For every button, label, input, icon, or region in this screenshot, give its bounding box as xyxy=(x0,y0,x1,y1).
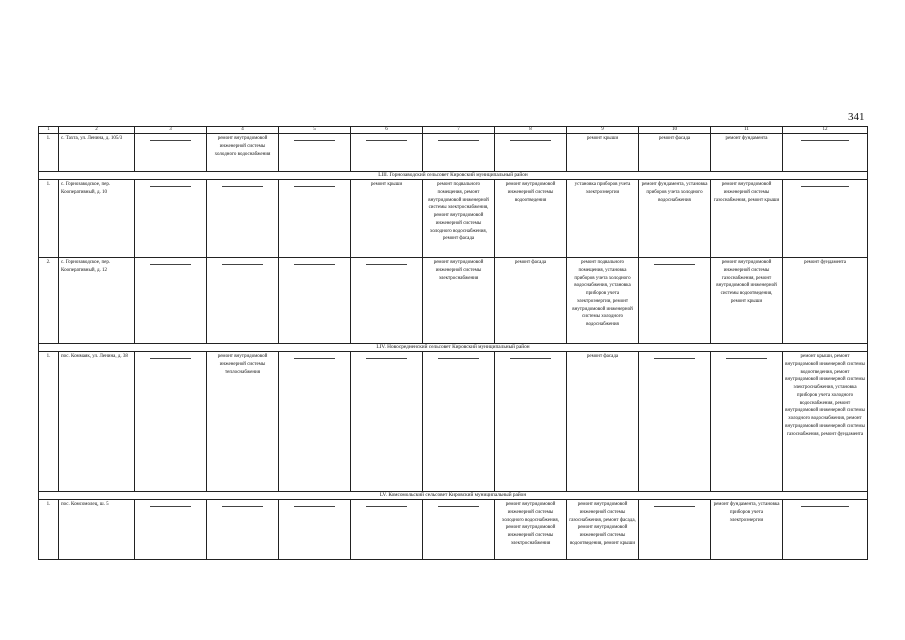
column-number: 6 xyxy=(351,127,423,134)
address-cell: пос. Комсомолец, ш. 5 xyxy=(59,500,135,560)
empty-cell xyxy=(639,500,711,560)
work-cell: ремонт подвального помещения, установка приборов учета холодного водоснабжения, установка приборов учета электроэнергии, ремонт внутридомовой инженерной системы холодного водоснабжения xyxy=(567,258,639,344)
section-row xyxy=(39,172,868,180)
column-number: 3 xyxy=(135,127,207,134)
empty-cell xyxy=(495,134,567,172)
column-number: 8 xyxy=(495,127,567,134)
empty-cell xyxy=(423,134,495,172)
work-cell: ремонт фасада xyxy=(567,352,639,492)
table-row xyxy=(39,180,868,258)
column-number: 4 xyxy=(207,127,279,134)
work-cell: ремонт фасада xyxy=(495,258,567,344)
table-row xyxy=(39,134,868,172)
empty-cell xyxy=(783,500,868,560)
empty-cell xyxy=(135,258,207,344)
empty-cell xyxy=(207,180,279,258)
empty-cell xyxy=(135,134,207,172)
empty-cell xyxy=(711,352,783,492)
work-cell: ремонт внутридомовой инженерной системы газоснабжения, ремонт внутридомовой инженерной системы водоотведения, ремонт крыши xyxy=(711,258,783,344)
empty-cell xyxy=(783,134,868,172)
empty-cell xyxy=(135,352,207,492)
empty-cell xyxy=(279,352,351,492)
work-cell: ремонт внутридомовой инженерной системы теплоснабжения xyxy=(207,352,279,492)
empty-cell xyxy=(279,180,351,258)
work-cell: ремонт внутридомовой инженерной системы холодного водоснабжения, ремонт внутридомовой инженерной системы электроснабжения xyxy=(495,500,567,560)
work-cell: ремонт фасада xyxy=(639,134,711,172)
work-cell: ремонт фундамента, установка приборов учета электроэнергии xyxy=(711,500,783,560)
empty-cell xyxy=(423,352,495,492)
empty-cell xyxy=(207,500,279,560)
work-cell: ремонт внутридомовой инженерной системы холодного водоснабжения xyxy=(207,134,279,172)
work-cell: ремонт внутридомовой инженерной системы газоснабжения, ремонт крыши xyxy=(711,180,783,258)
empty-cell xyxy=(351,352,423,492)
page-number: 341 xyxy=(848,111,865,123)
empty-cell xyxy=(207,258,279,344)
empty-cell xyxy=(279,134,351,172)
section-title: LIV. Новосредненский сельсовет Кировский муниципальный район xyxy=(39,344,868,352)
empty-cell xyxy=(279,500,351,560)
row-number: 1. xyxy=(39,180,59,258)
empty-cell xyxy=(279,258,351,344)
column-number: 11 xyxy=(711,127,783,134)
column-number: 7 xyxy=(423,127,495,134)
empty-cell xyxy=(351,134,423,172)
table-row xyxy=(39,352,868,492)
table-row xyxy=(39,500,868,560)
section-row xyxy=(39,344,868,352)
work-cell: ремонт крыши, ремонт внутридомовой инженерной системы водоотведения, ремонт внутридомовой инженерной системы электроснабжения, установка приборов учета холодного водоснабжения, ремонт внутридомовой инженерной системы холодного водоснабжения, ремонт внутридомовой инженерной системы газоснабжения, ремонт фундамента xyxy=(783,352,868,492)
column-number-row xyxy=(39,127,868,134)
row-number: 1. xyxy=(39,134,59,172)
address-cell: пос. Коммаяк, ул. Ленина, д. 38 xyxy=(59,352,135,492)
address-cell: с. Горнозаводское, пер. Кооперативный, д. 12 xyxy=(59,258,135,344)
column-number: 5 xyxy=(279,127,351,134)
empty-cell xyxy=(351,258,423,344)
work-cell: ремонт внутридомовой инженерной системы водоотведения xyxy=(495,180,567,258)
empty-cell xyxy=(351,500,423,560)
repair-schedule-table xyxy=(38,126,868,560)
empty-cell xyxy=(135,500,207,560)
empty-cell xyxy=(423,500,495,560)
work-cell: ремонт подвального помещения, ремонт внутридомовой инженерной системы электроснабжения, ремонт внутридомовой инженерной системы холодного водоснабжения, ремонт фасада xyxy=(423,180,495,258)
column-number: 1 xyxy=(39,127,59,134)
address-cell: с. Тахта, ул. Ленина, д. 105/3 xyxy=(59,134,135,172)
work-cell: установка приборов учета электроэнергии xyxy=(567,180,639,258)
work-cell: ремонт внутридомовой инженерной системы газоснабжения, ремонт фасада, ремонт внутридомовой инженерной системы водоотведения, ремонт крыши xyxy=(567,500,639,560)
column-number: 9 xyxy=(567,127,639,134)
empty-cell xyxy=(783,180,868,258)
row-number: 2. xyxy=(39,258,59,344)
work-cell: ремонт фундамента xyxy=(783,258,868,344)
table-row xyxy=(39,258,868,344)
empty-cell xyxy=(639,352,711,492)
row-number: 1. xyxy=(39,352,59,492)
column-number: 12 xyxy=(783,127,868,134)
section-title: LV. Комсомольский сельсовет Кировский муниципальный район xyxy=(39,492,868,500)
section-title: LIII. Горнозаводский сельсовет Кировский муниципальный район xyxy=(39,172,868,180)
column-number: 10 xyxy=(639,127,711,134)
work-cell: ремонт фундамента xyxy=(711,134,783,172)
work-cell: ремонт крыши xyxy=(351,180,423,258)
work-cell: ремонт крыши xyxy=(567,134,639,172)
row-number: 1. xyxy=(39,500,59,560)
empty-cell xyxy=(135,180,207,258)
section-row xyxy=(39,492,868,500)
work-cell: ремонт фундамента, установка приборов учета холодного водоснабжения xyxy=(639,180,711,258)
empty-cell xyxy=(639,258,711,344)
empty-cell xyxy=(495,352,567,492)
address-cell: с. Горнозаводское, пер. Кооперативный, д. 10 xyxy=(59,180,135,258)
work-cell: ремонт внутридомовой инженерной системы электроснабжения xyxy=(423,258,495,344)
column-number: 2 xyxy=(59,127,135,134)
